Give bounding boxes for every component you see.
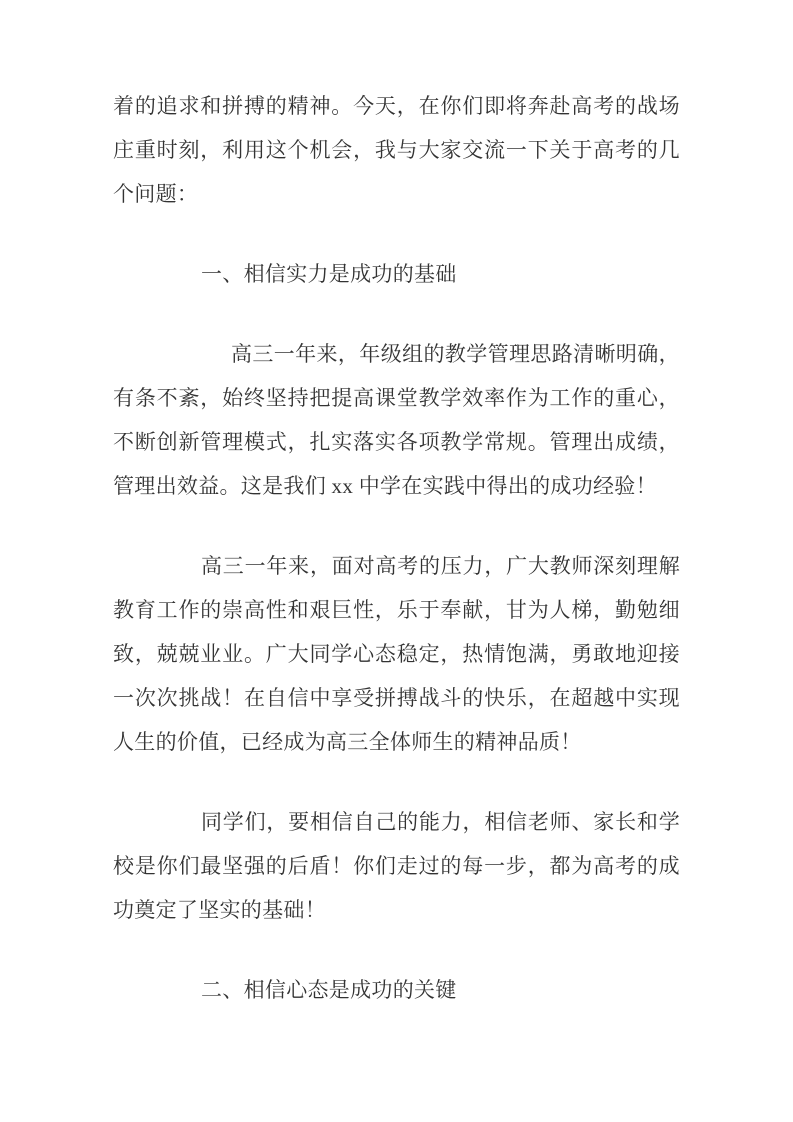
paragraph-continuation: 着的追求和拼搏的精神。今天，在你们即将奔赴高考的战场庄重时刻，利用这个机会，我与大家交流一下关于高考的几个问题： — [113, 94, 680, 206]
paragraph-teaching-management: 高三一年来，年级组的教学管理思路清晰明确，有条不紊，始终坚持把提高课堂教学效率作为工作的重心，不断创新管理模式，扎实落实各项教学常规。管理出成绩，管理出效益。这是我们 xx 中学在实践中得出的成功经验！ — [113, 342, 680, 498]
paragraph-believe-yourself: 同学们，要相信自己的能力，相信老师、家长和学校是你们最坚强的后盾！你们走过的每一步，都为高考的成功奠定了坚实的基础！ — [113, 810, 680, 922]
paragraph-teachers-students: 高三一年来，面对高考的压力，广大教师深刻理解教育工作的崇高性和艰巨性，乐于奉献，甘为人梯，勤勉细致，兢兢业业。广大同学心态稳定，热情饱满，勇敢地迎接一次次挑战！在自信中享受拼搏战斗的快乐，在超越中实现人生的价值，已经成为高三全体师生的精神品质！ — [113, 554, 680, 754]
section-heading-2: 二、相信心态是成功的关键 — [201, 978, 457, 1002]
section-heading-1: 一、相信实力是成功的基础 — [201, 262, 457, 286]
